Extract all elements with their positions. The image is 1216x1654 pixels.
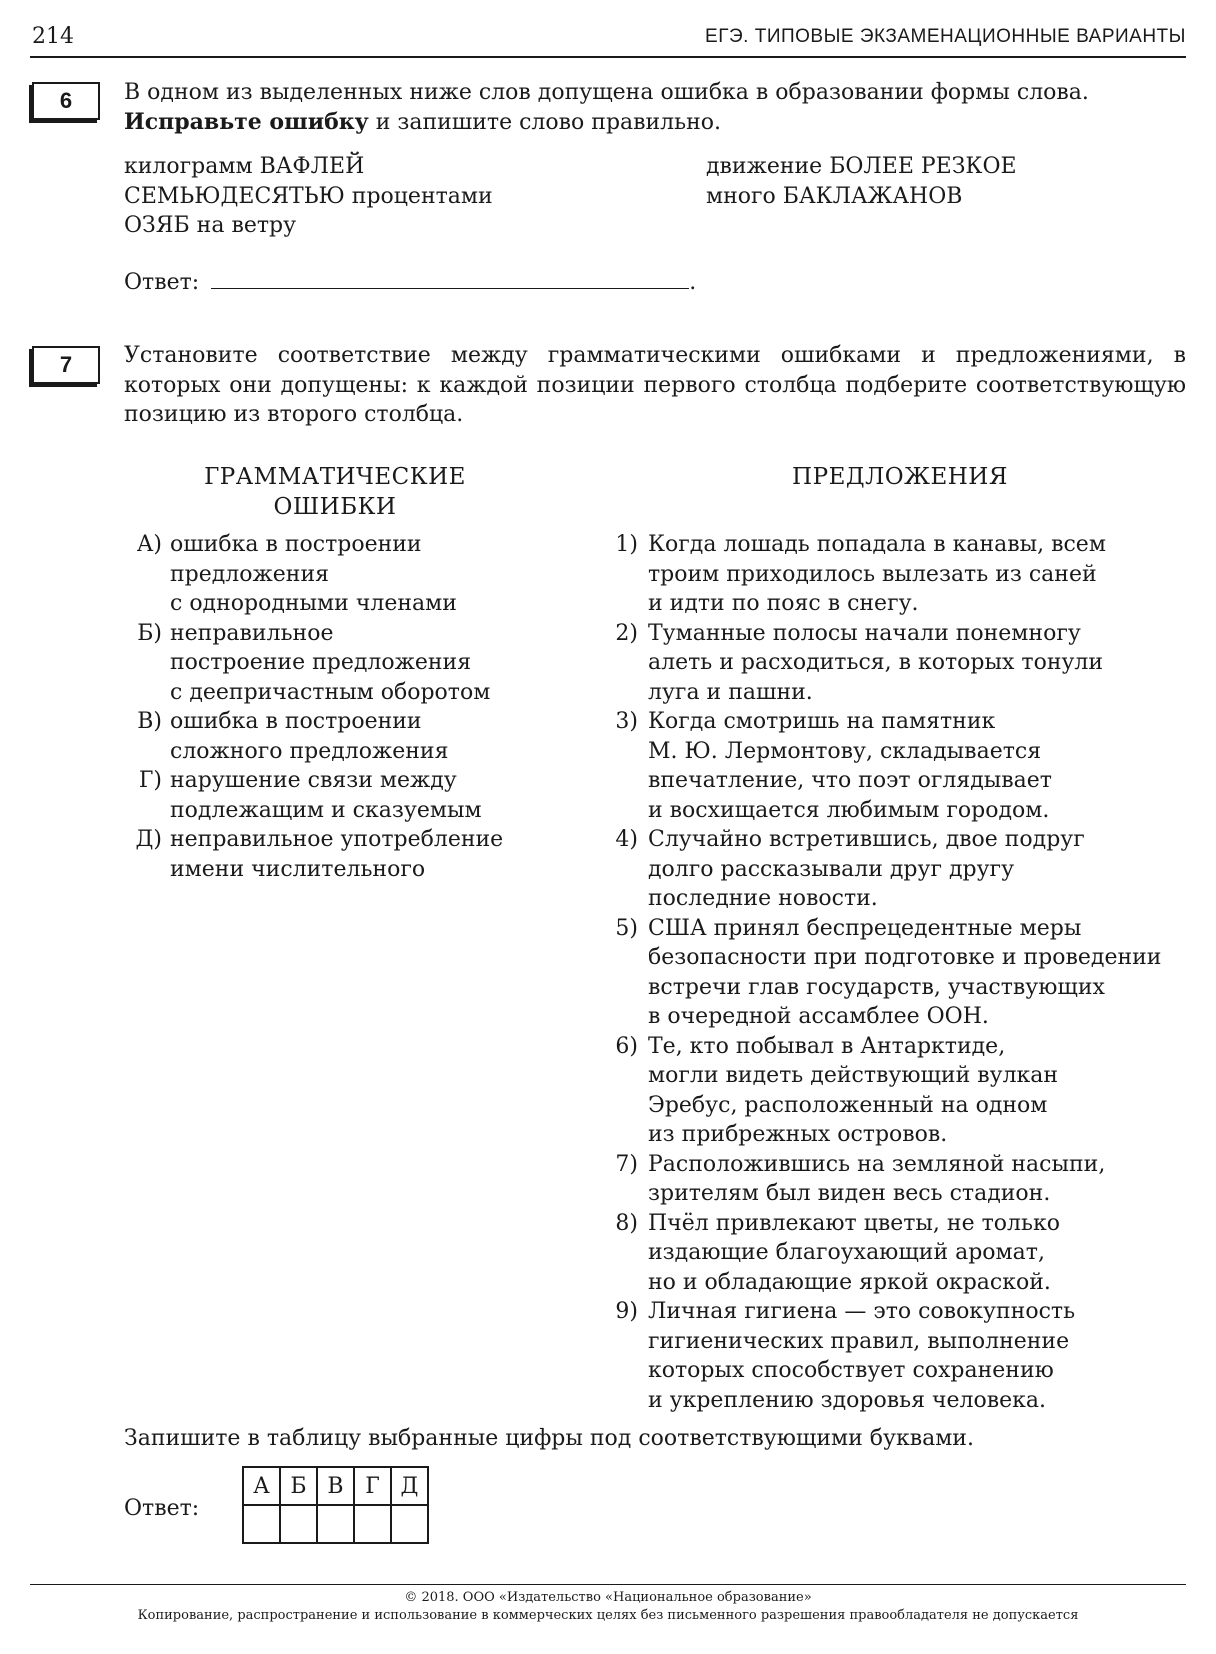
- list-item: [608, 914, 1188, 1032]
- item-number: 5): [615, 915, 638, 941]
- item-number: 6): [615, 1033, 638, 1059]
- item-text: [170, 619, 548, 708]
- item-line: встречи глав государств, участвующих: [648, 974, 1105, 1000]
- task-7-number-box: 7: [32, 346, 100, 384]
- item-line: построение предложения: [170, 650, 472, 675]
- item-text: [648, 619, 1188, 708]
- item-line: в очередной ассамблее ООН.: [648, 1004, 989, 1029]
- left-column-heading: [150, 462, 520, 522]
- item-text: [648, 1150, 1188, 1209]
- item-line: Когда лошадь попадала в канавы, всем: [648, 532, 1106, 557]
- item-line: луга и пашни.: [648, 679, 813, 705]
- list-item: [608, 1150, 1188, 1209]
- list-item: [608, 1209, 1188, 1298]
- item-line: Эребус, расположенный на одном: [648, 1092, 1048, 1118]
- item-number: 3): [615, 709, 638, 734]
- item-line: впечатление, что поэт оглядывает: [648, 768, 1052, 793]
- list-item: [608, 707, 1188, 825]
- task-7-instruction: Запишите в таблицу выбранные цифры под соответствующими буквами.: [124, 1426, 974, 1451]
- page-number: 214: [32, 24, 74, 49]
- item-letter: Д): [135, 827, 162, 852]
- item-number: 4): [615, 827, 638, 852]
- item-number: 8): [615, 1210, 638, 1236]
- word-option: движение БОЛЕЕ РЕЗКОЕ: [706, 154, 1017, 179]
- item-text: [648, 707, 1188, 825]
- list-item: [608, 530, 1188, 619]
- answer-table-header: В: [317, 1467, 354, 1505]
- errors-list: [128, 530, 548, 884]
- answer-table-header-row: [243, 1467, 428, 1505]
- list-item: [128, 825, 548, 884]
- task-6-text: [124, 78, 1186, 137]
- item-letter: А): [136, 532, 162, 557]
- list-item: [128, 619, 548, 708]
- item-line: троим приходилось вылезать из саней: [648, 561, 1097, 587]
- task-6-answer: [124, 266, 696, 295]
- item-number: 7): [615, 1151, 638, 1177]
- footer-copyright: © 2018. ООО «Издательство «Национальное образование»: [404, 1590, 812, 1605]
- item-number: 9): [615, 1299, 638, 1324]
- item-line: М. Ю. Лермонтову, складывается: [648, 738, 1042, 764]
- item-text: [648, 1209, 1188, 1298]
- item-line: из прибрежных островов.: [648, 1122, 948, 1147]
- item-text: [170, 530, 548, 619]
- item-text: [170, 766, 548, 825]
- page-header: [30, 22, 1186, 58]
- item-line: Те, кто побывал в Антарктиде,: [648, 1033, 1006, 1059]
- task-7-answer-label: Ответ:: [124, 1496, 200, 1521]
- item-line: и укреплению здоровья человека.: [648, 1387, 1046, 1413]
- list-item: [608, 1032, 1188, 1150]
- item-text: [170, 707, 548, 766]
- footer-notice: Копирование, распространение и использование в коммерческих целях без письменного разрешения правообладателя не допускается: [137, 1608, 1079, 1623]
- item-line: нарушение связи между: [170, 768, 457, 793]
- item-line: гигиенических правил, выполнение: [648, 1328, 1070, 1354]
- item-line: Туманные полосы начали понемногу: [648, 620, 1081, 646]
- answer-table-header: А: [243, 1467, 280, 1505]
- item-line: предложения: [170, 561, 329, 587]
- item-line: сложного предложения: [170, 738, 449, 764]
- item-line: зрителям был виден весь стадион.: [648, 1181, 1051, 1206]
- task-6-answer-field[interactable]: [211, 266, 689, 289]
- word-option: СЕМЬЮДЕСЯТЬЮ процентами: [124, 183, 493, 209]
- sentences-list: [608, 530, 1188, 1415]
- answer-table-header: Б: [280, 1467, 317, 1505]
- item-line: долго рассказывали друг другу: [648, 856, 1015, 882]
- task-6-text-bold: Исправьте ошибку: [124, 108, 369, 135]
- list-item: [608, 619, 1188, 708]
- item-number: 2): [615, 620, 638, 646]
- answer-table: [242, 1466, 429, 1544]
- item-line: Когда смотришь на памятник: [648, 709, 996, 734]
- item-text: [648, 914, 1188, 1032]
- item-line: издающие благоухающий аромат,: [648, 1240, 1045, 1265]
- right-column-heading: ПРЕДЛОЖЕНИЯ: [792, 464, 1008, 490]
- word-option: килограмм ВАФЛЕЙ: [124, 154, 365, 179]
- item-line: Пчёл привлекают цветы, не только: [648, 1210, 1060, 1236]
- task-6-words-left: [124, 152, 493, 241]
- list-item: [128, 530, 548, 619]
- item-line: последние новости.: [648, 886, 878, 911]
- item-line: Личная гигиена — это совокупность: [648, 1299, 1076, 1324]
- item-text: [648, 1297, 1188, 1415]
- item-letter: В): [137, 709, 162, 734]
- item-letter: Г): [138, 768, 162, 793]
- answer-table-input-row: [243, 1505, 428, 1543]
- answer-cell-a[interactable]: [243, 1505, 280, 1543]
- item-line: с деепричастным оборотом: [170, 679, 491, 705]
- word-option: ОЗЯБ на ветру: [124, 213, 297, 238]
- running-title: ЕГЭ. ТИПОВЫЕ ЭКЗАМЕНАЦИОННЫЕ ВАРИАНТЫ: [705, 26, 1186, 47]
- item-line: и восхищается любимым городом.: [648, 797, 1050, 823]
- item-line: ошибка в построении: [170, 532, 422, 557]
- item-number: 1): [615, 532, 638, 557]
- item-text: [648, 1032, 1188, 1150]
- item-line: с однородными членами: [170, 591, 457, 616]
- task-6-text-part2: и запишите слово правильно.: [368, 109, 722, 135]
- item-line: и идти по пояс в снегу.: [648, 591, 919, 616]
- left-heading-line: ОШИБКИ: [273, 494, 397, 520]
- answer-cell-b[interactable]: [280, 1505, 317, 1543]
- answer-cell-g[interactable]: [354, 1505, 391, 1543]
- item-line: Расположившись на земляной насыпи,: [648, 1151, 1106, 1177]
- answer-table-header: Г: [354, 1467, 391, 1505]
- item-line: ошибка в построении: [170, 709, 422, 734]
- item-line: алеть и расходиться, в которых тонули: [648, 650, 1104, 675]
- item-line: которых способствует сохранению: [648, 1358, 1054, 1383]
- answer-cell-v[interactable]: [317, 1505, 354, 1543]
- task-6-text-part1: В одном из выделенных ниже слов допущена ошибка в образовании формы слова.: [124, 80, 1089, 105]
- list-item: [128, 707, 548, 766]
- item-line: но и обладающие яркой окраской.: [648, 1269, 1051, 1295]
- footer-divider: [30, 1584, 1186, 1585]
- list-item: [608, 825, 1188, 914]
- task-6-number-box: 6: [32, 82, 100, 120]
- answer-cell-d[interactable]: [391, 1505, 428, 1543]
- left-heading-line: ГРАММАТИЧЕСКИЕ: [204, 464, 466, 490]
- item-line: имени числительного: [170, 856, 426, 882]
- item-line: неправильное: [170, 620, 334, 646]
- list-item: [128, 766, 548, 825]
- item-text: [170, 825, 548, 884]
- item-line: безопасности при подготовке и проведении: [648, 945, 1162, 970]
- item-line: могли видеть действующий вулкан: [648, 1063, 1059, 1088]
- item-line: подлежащим и сказуемым: [170, 797, 482, 823]
- task-7-text: Установите соответствие между грамматическими ошибками и предложениями, в которых они допущены: к каждой позиции первого столбца подберите соответствующую позицию из второго столбца.: [124, 343, 1186, 427]
- answer-table-header: Д: [391, 1467, 428, 1505]
- item-letter: Б): [137, 620, 162, 646]
- item-line: США принял беспрецедентные меры: [648, 915, 1082, 941]
- task-6-words-right: [706, 152, 1017, 211]
- word-option: много БАКЛАЖАНОВ: [706, 183, 963, 209]
- item-line: Случайно встретившись, двое подруг: [648, 827, 1085, 852]
- item-text: [648, 530, 1188, 619]
- item-text: [648, 825, 1188, 914]
- answer-label: Ответ:: [124, 270, 200, 295]
- answer-end: .: [689, 270, 697, 295]
- list-item: [608, 1297, 1188, 1415]
- item-line: неправильное употребление: [170, 827, 504, 852]
